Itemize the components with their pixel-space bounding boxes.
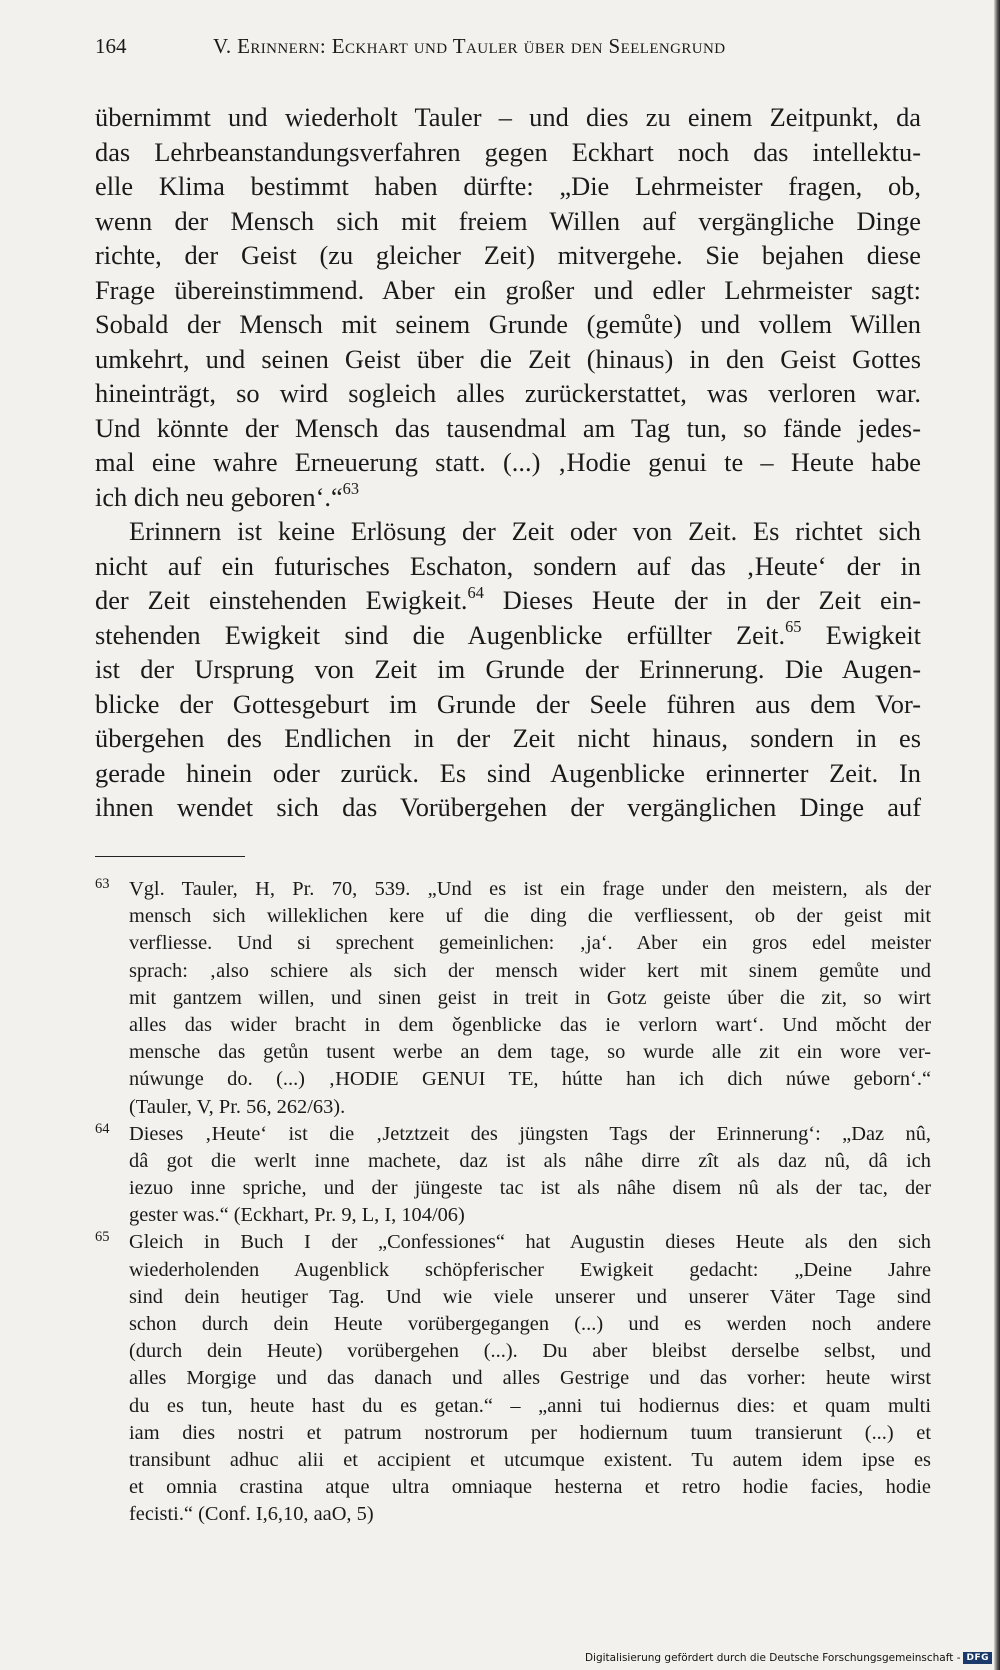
footnote-text: et omnia crastina atque ultra omniaque hesterna et retro hodie facies, hodie <box>129 1476 931 1499</box>
footnote-text: (durch dein Heute) vorübergehen (...). Du aber bleibst derselbe selbst, und <box>129 1340 931 1363</box>
footnote-text: du es tun, heute hast du es getan.“ – „anni tui hodiernus dies: et quam multi <box>129 1394 931 1417</box>
footnote-text: transibunt adhuc alii et accipient et utcumque existent. Tu autem idem ipse es <box>129 1448 931 1471</box>
footnote-line <box>95 876 931 903</box>
text-line <box>95 307 921 342</box>
text-line-content: das Lehrbeanstandungsverfahren gegen Eckhart noch das intellektu- <box>95 136 921 167</box>
text-line-content: Sobald der Mensch mit seinem Grunde (gemůte) und vollem Willen <box>95 309 921 339</box>
text-line <box>95 756 921 791</box>
text-line <box>95 687 921 722</box>
footnote-text: gester was.“ (Eckhart, Pr. 9, L, I, 104/06) <box>129 1204 465 1227</box>
footnote-line <box>95 1338 931 1365</box>
footnote-line <box>95 1393 931 1420</box>
footnote-line <box>95 1012 931 1039</box>
text-line-content: der Zeit einstehenden Ewigkeit. <box>95 585 468 615</box>
text-line-content: blicke der Gottesgeburt im Grunde der Seele führen aus dem Vor- <box>95 688 921 719</box>
text-line-content: ist der Ursprung von Zeit im Grunde der Erinnerung. Die Augen- <box>95 654 921 684</box>
text-line-content: elle Klima bestimmt haben dürfte: „Die Lehrmeister fragen, ob, <box>95 171 921 201</box>
footnote-text: mensche das getůn tusent werbe an dem tage, so wurde alle zit ein wore ver- <box>129 1041 931 1064</box>
text-line <box>95 376 921 411</box>
text-line <box>95 342 921 377</box>
footnote-line <box>95 903 931 930</box>
footnote-line <box>95 1229 931 1256</box>
footnote-text: Gleich in Buch I der „Confessiones“ hat Augustin dieses Heute als den sich <box>129 1231 931 1254</box>
footnote-line <box>95 1284 931 1311</box>
text-line <box>95 445 921 480</box>
footnote-line <box>95 1257 931 1284</box>
text-line-content: Frage übereinstimmend. Aber ein großer und edler Lehrmeister sagt: <box>95 274 921 305</box>
text-line <box>95 100 921 135</box>
credit-text: Digitalisierung gefördert durch die Deutsche Forschungsgemeinschaft - <box>584 1652 961 1664</box>
text-line-content: hineinträgt, so wird sogleich alles zurückerstattet, was verloren war. <box>95 378 921 408</box>
footnote-line <box>95 1501 931 1528</box>
footnote-number: 63 <box>95 876 110 892</box>
text-line <box>95 583 921 618</box>
footnote-line <box>95 1094 931 1121</box>
footnote-reference[interactable]: 65 <box>785 617 802 637</box>
footnote <box>95 876 931 1121</box>
main-text <box>95 100 921 825</box>
page-edge <box>994 0 1000 1670</box>
footnote-line <box>95 930 931 957</box>
text-line <box>95 721 921 756</box>
footnote-line <box>95 1447 931 1474</box>
text-line-continuation: Ewigkeit <box>801 619 921 650</box>
footnote-line <box>95 1365 931 1392</box>
text-line-content: umkehrt, und seinen Geist über die Zeit (hinaus) in den Geist Gottes <box>95 343 921 374</box>
footnote-line <box>95 958 931 985</box>
footnote <box>95 1121 931 1230</box>
footnote-line <box>95 1039 931 1066</box>
footnote-text: schon durch dein Heute vorübergegangen (...) und es werden noch andere <box>129 1313 931 1335</box>
footnote-reference[interactable]: 64 <box>467 582 484 602</box>
footnote-text: alles das wider bracht in dem ǒgenblicke das ie verlorn wart‘. Und mǒcht der <box>129 1013 931 1036</box>
digitization-credit <box>585 1652 992 1664</box>
footnote-text: mensch sich willeklichen kere uf die ding die verfliessent, ob der geist mit <box>129 905 931 928</box>
text-line <box>95 204 921 239</box>
text-line-content: wenn der Mensch sich mit freiem Willen auf vergängliche Dinge <box>95 205 921 236</box>
text-line <box>95 238 921 273</box>
footnote <box>95 1229 931 1528</box>
footnote-line <box>95 1121 931 1148</box>
text-line-content: nicht auf ein futurisches Eschaton, sondern auf das ‚Heute‘ der in <box>95 550 921 581</box>
footnote-text: sprach: ‚also schiere als sich der mensch wider kert mit sinem gemůte und <box>129 959 931 982</box>
footnote-line <box>95 1066 931 1093</box>
footnote-line <box>95 1148 931 1175</box>
footnote-text: núwunge do. (...) ‚HODIE GENUI TE, hútte han ich dich núwe geborn‘.“ <box>129 1068 931 1091</box>
footnote-text: sind dein heutiger Tag. Und wie viele unserer und unserer Väter Tage sind <box>129 1285 931 1308</box>
footnote-text: wiederholenden Augenblick schöpferischer Ewigkeit gedacht: „Deine Jahre <box>129 1258 931 1281</box>
text-line-content: gerade hinein oder zurück. Es sind Augenblicke erinnerter Zeit. In <box>95 757 921 788</box>
footnote-number: 64 <box>95 1120 110 1137</box>
running-header <box>95 30 925 64</box>
footnote-line <box>95 1474 931 1501</box>
footnote-text: iam dies nostri et patrum nostrorum per hodiernum tuum transierunt (...) et <box>129 1421 931 1444</box>
footnote-text: mit gantzem willen, und sinen geist in treit in Gotz geiste úber die zit, so wirt <box>129 986 931 1009</box>
footnote-text: iezuo inne spriche, und der jüngeste tac ist als nâhe disem nû als der tac, der <box>129 1177 931 1200</box>
footnote-text: Dieses ‚Heute‘ ist die ‚Jetztzeit des jüngsten Tags der Erinnerung‘: „Daz nû, <box>129 1122 931 1145</box>
text-line <box>95 618 921 653</box>
footnotes <box>95 876 931 1529</box>
text-line-content: richte, der Geist (zu gleicher Zeit) mitvergehe. Sie bejahen diese <box>95 240 921 270</box>
text-line-content: stehenden Ewigkeit sind die Augenblicke erfüllter Zeit. <box>95 619 786 650</box>
text-line <box>95 169 921 204</box>
footnote-text: (Tauler, V, Pr. 56, 262/63). <box>129 1095 346 1118</box>
text-line <box>95 273 921 308</box>
text-line <box>95 549 921 584</box>
text-line-continuation: Dieses Heute der in der Zeit ein- <box>483 585 921 615</box>
text-line-content: übergehen des Endlichen in der Zeit nicht hinaus, sondern in es <box>95 723 921 753</box>
footnote-text: verfliesse. Und si sprechent gemeinlichen: ‚ja‘. Aber ein gros edel meister <box>129 932 931 955</box>
footnote-reference[interactable]: 63 <box>342 479 360 499</box>
text-line-content: Und könnte der Mensch das tausendmal am Tag tun, so fände jedes- <box>95 412 921 443</box>
footnote-line <box>95 1175 931 1202</box>
text-line <box>95 790 921 825</box>
footnote-number: 65 <box>95 1229 110 1246</box>
text-line <box>95 480 921 515</box>
footnote-line <box>95 1202 931 1229</box>
text-line-content: Erinnern ist keine Erlösung der Zeit oder von Zeit. Es richtet sich <box>129 516 921 546</box>
text-line <box>95 652 921 687</box>
footnote-line <box>95 1311 931 1338</box>
footnote-line <box>95 985 931 1012</box>
text-line-content: ich dich neu geboren‘.“ <box>95 481 343 512</box>
text-line-content: ihnen wendet sich das Vorübergehen der vergänglichen Dinge auf <box>95 792 921 822</box>
text-line <box>95 135 921 170</box>
footnote-text: dâ got die werlt inne machete, daz ist als nâhe dirre zît als daz nû, dâ ich <box>129 1149 931 1172</box>
page-number: 164 <box>95 34 127 58</box>
footnote-rule <box>95 856 245 857</box>
footnote-text: alles Morgige und das danach und alles Gestrige und das vorher: heute wirst <box>129 1367 931 1390</box>
footnote-text: fecisti.“ (Conf. I,6,10, aaO, 5) <box>129 1503 374 1526</box>
text-line-content: mal eine wahre Erneuerung statt. (...) ‚Hodie genui te – Heute habe <box>95 447 921 477</box>
footnote-text: Vgl. Tauler, H, Pr. 70, 539. „Und es ist ein frage under den meistern, als der <box>129 878 931 900</box>
running-title: V. Erinnern: Eckhart und Tauler über den Seelengrund <box>213 34 726 58</box>
text-line-content: übernimmt und wiederholt Tauler – und dies zu einem Zeitpunkt, da <box>95 102 921 132</box>
dfg-logo: DFG <box>963 1652 992 1664</box>
text-line <box>95 514 921 549</box>
text-line <box>95 411 921 446</box>
footnote-line <box>95 1420 931 1447</box>
